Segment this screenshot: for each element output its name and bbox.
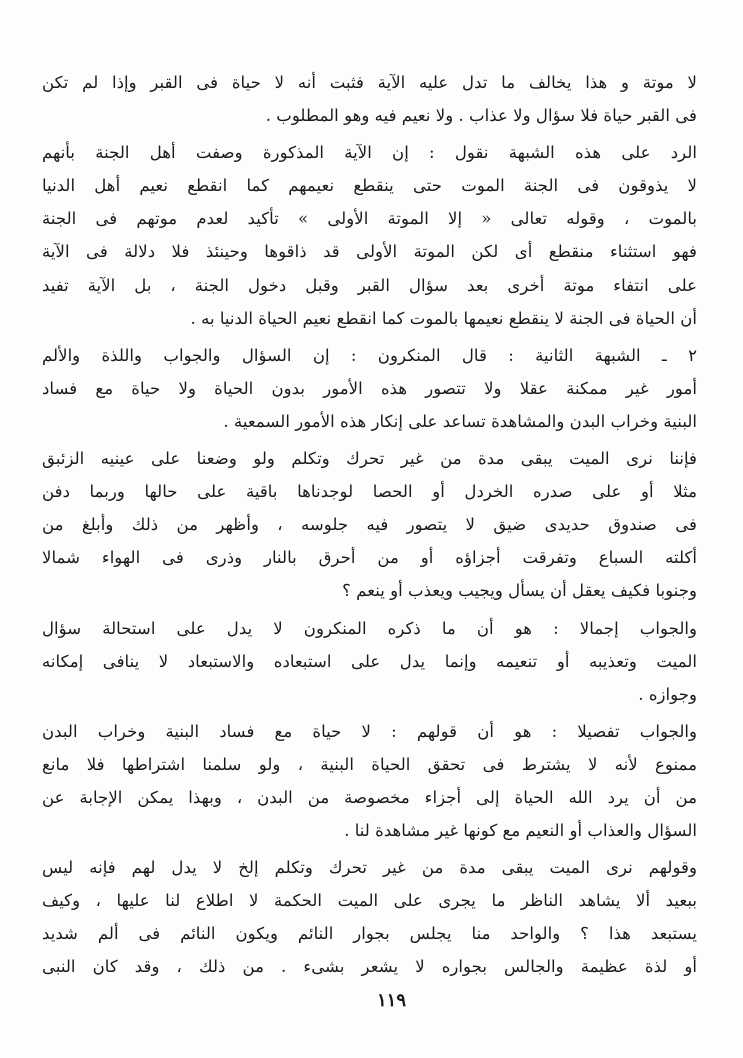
text-line: لا موتة و هذا يخالف ما تدل عليه الآية فثبت أنه لا حياة فى القبر وإذا لم تكن [42, 73, 697, 92]
paragraph-1 [42, 66, 697, 132]
text-line: أمور غير ممكنة عقلا ولا تتصور هذه الأمور بدون الحياة ولا حياة مع فساد [42, 378, 697, 398]
text-line: مثلا أو على صدره الخردل أو الحصا لوجدناها باقية على حالها وربما دفن [42, 482, 697, 502]
text-line: ببعيد ألا يشاهد الناظر ما يجرى على الميت الحكمة لا اطلاع لنا عليها ، وكيف [42, 891, 697, 911]
paragraph-2 [42, 136, 697, 335]
text-line: وجنوبا فكيف يعقل أن يسأل ويجيب ويعذب أو ينعم ؟ [342, 581, 697, 601]
text-line: وجوازه . [638, 684, 697, 704]
text-line: السؤال والعذاب أو النعيم مع كونها غير مشاهدة لنا . [344, 821, 697, 841]
text-line: ٢ ـ الشبهة الثانية : قال المنكرون : إن السؤال والجواب واللذة والألم [42, 345, 697, 365]
text-line: الميت وتعذيبه أو تنعيمه وإنما يدل على استبعاده والاستبعاد لا ينافى إمكانه [42, 651, 697, 671]
text-line: ممنوع لأنه لا يشترط فى تحقق الحياة البنية ، ولو سلمنا اشتراطها فلا مانع [42, 754, 697, 774]
paragraph-7 [42, 851, 697, 983]
text-line: البنية وخراب البدن والمشاهدة تساعد على إنكار هذه الأمور السمعية . [223, 411, 697, 431]
text-line: فى صندوق حديدى ضيق لا يتصور فيه جلوسه ، وأظهر من ذلك وأبلغ من [42, 515, 697, 535]
text-line: من أن يرد الله الحياة إلى أجزاء مخصوصة من البدن ، وبهذا يمكن الإجابة عن [42, 787, 697, 807]
text-line: على انتفاء موتة أخرى بعد سؤال القبر وقبل دخول الجنة ، بل الآية تفيد [42, 275, 697, 295]
text-line: فإننا نرى الميت يبقى مدة من غير تحرك وتكلم ولو وضعنا على عينيه الزئبق [42, 449, 697, 469]
paragraph-6 [42, 715, 697, 847]
text-line: فهو استثناء منقطع أى لكن الموتة الأولى قد ذاقوها وحينئذ فلا دلالة فى الآية [42, 242, 697, 262]
text-line: أو لذة عظيمة والجالس بجواره لا يشعر بشىء . من ذلك ، وقد كان النبى [42, 957, 697, 977]
paragraph-4 [42, 442, 697, 607]
paragraph-3 [42, 339, 697, 438]
text-line: أكلته السباع وتفرقت أجزاؤه أو من أحرق بالنار وذرى فى الهواء شمالا [42, 548, 697, 568]
text-line: بالموت ، وقوله تعالى « إلا الموتة الأولى » تأكيد لعدم موتهم فى الجنة [42, 209, 697, 229]
text-line: يستبعد هذا ؟ والواحد منا يجلس بجوار النائم ويكون النائم فى ألم شديد [42, 924, 697, 944]
page-number: ١١٩ [376, 990, 406, 1011]
text-line: فى القبر حياة فلا سؤال ولا عذاب . ولا نعيم فيه وهو المطلوب . [265, 106, 697, 126]
paragraph-5 [42, 612, 697, 711]
text-line: والجواب تفصيلا : هو أن قولهم : لا حياة مع فساد البنية وخراب البدن [42, 721, 697, 741]
text-line: لا يذوقون فى الجنة الموت حتى ينقطع نعيمهم كما انقطع نعيم أهل الدنيا [42, 176, 697, 196]
text-line: وقولهم نرى الميت يبقى مدة من غير تحرك وتكلم إلخ لا يدل لهم فإنه ليس [42, 858, 697, 878]
text-line: والجواب إجمالا : هو أن ما ذكره المنكرون لا يدل على استحالة سؤال [42, 618, 697, 638]
page-body-text [42, 66, 697, 984]
text-line: أن الحياة فى الجنة لا ينقطع نعيمها بالموت كما انقطع نعيم الحياة الدنيا به . [190, 308, 697, 328]
text-line: الرد على هذه الشبهة نقول : إن الآية المذكورة وصفت أهل الجنة بأنهم [42, 143, 697, 163]
